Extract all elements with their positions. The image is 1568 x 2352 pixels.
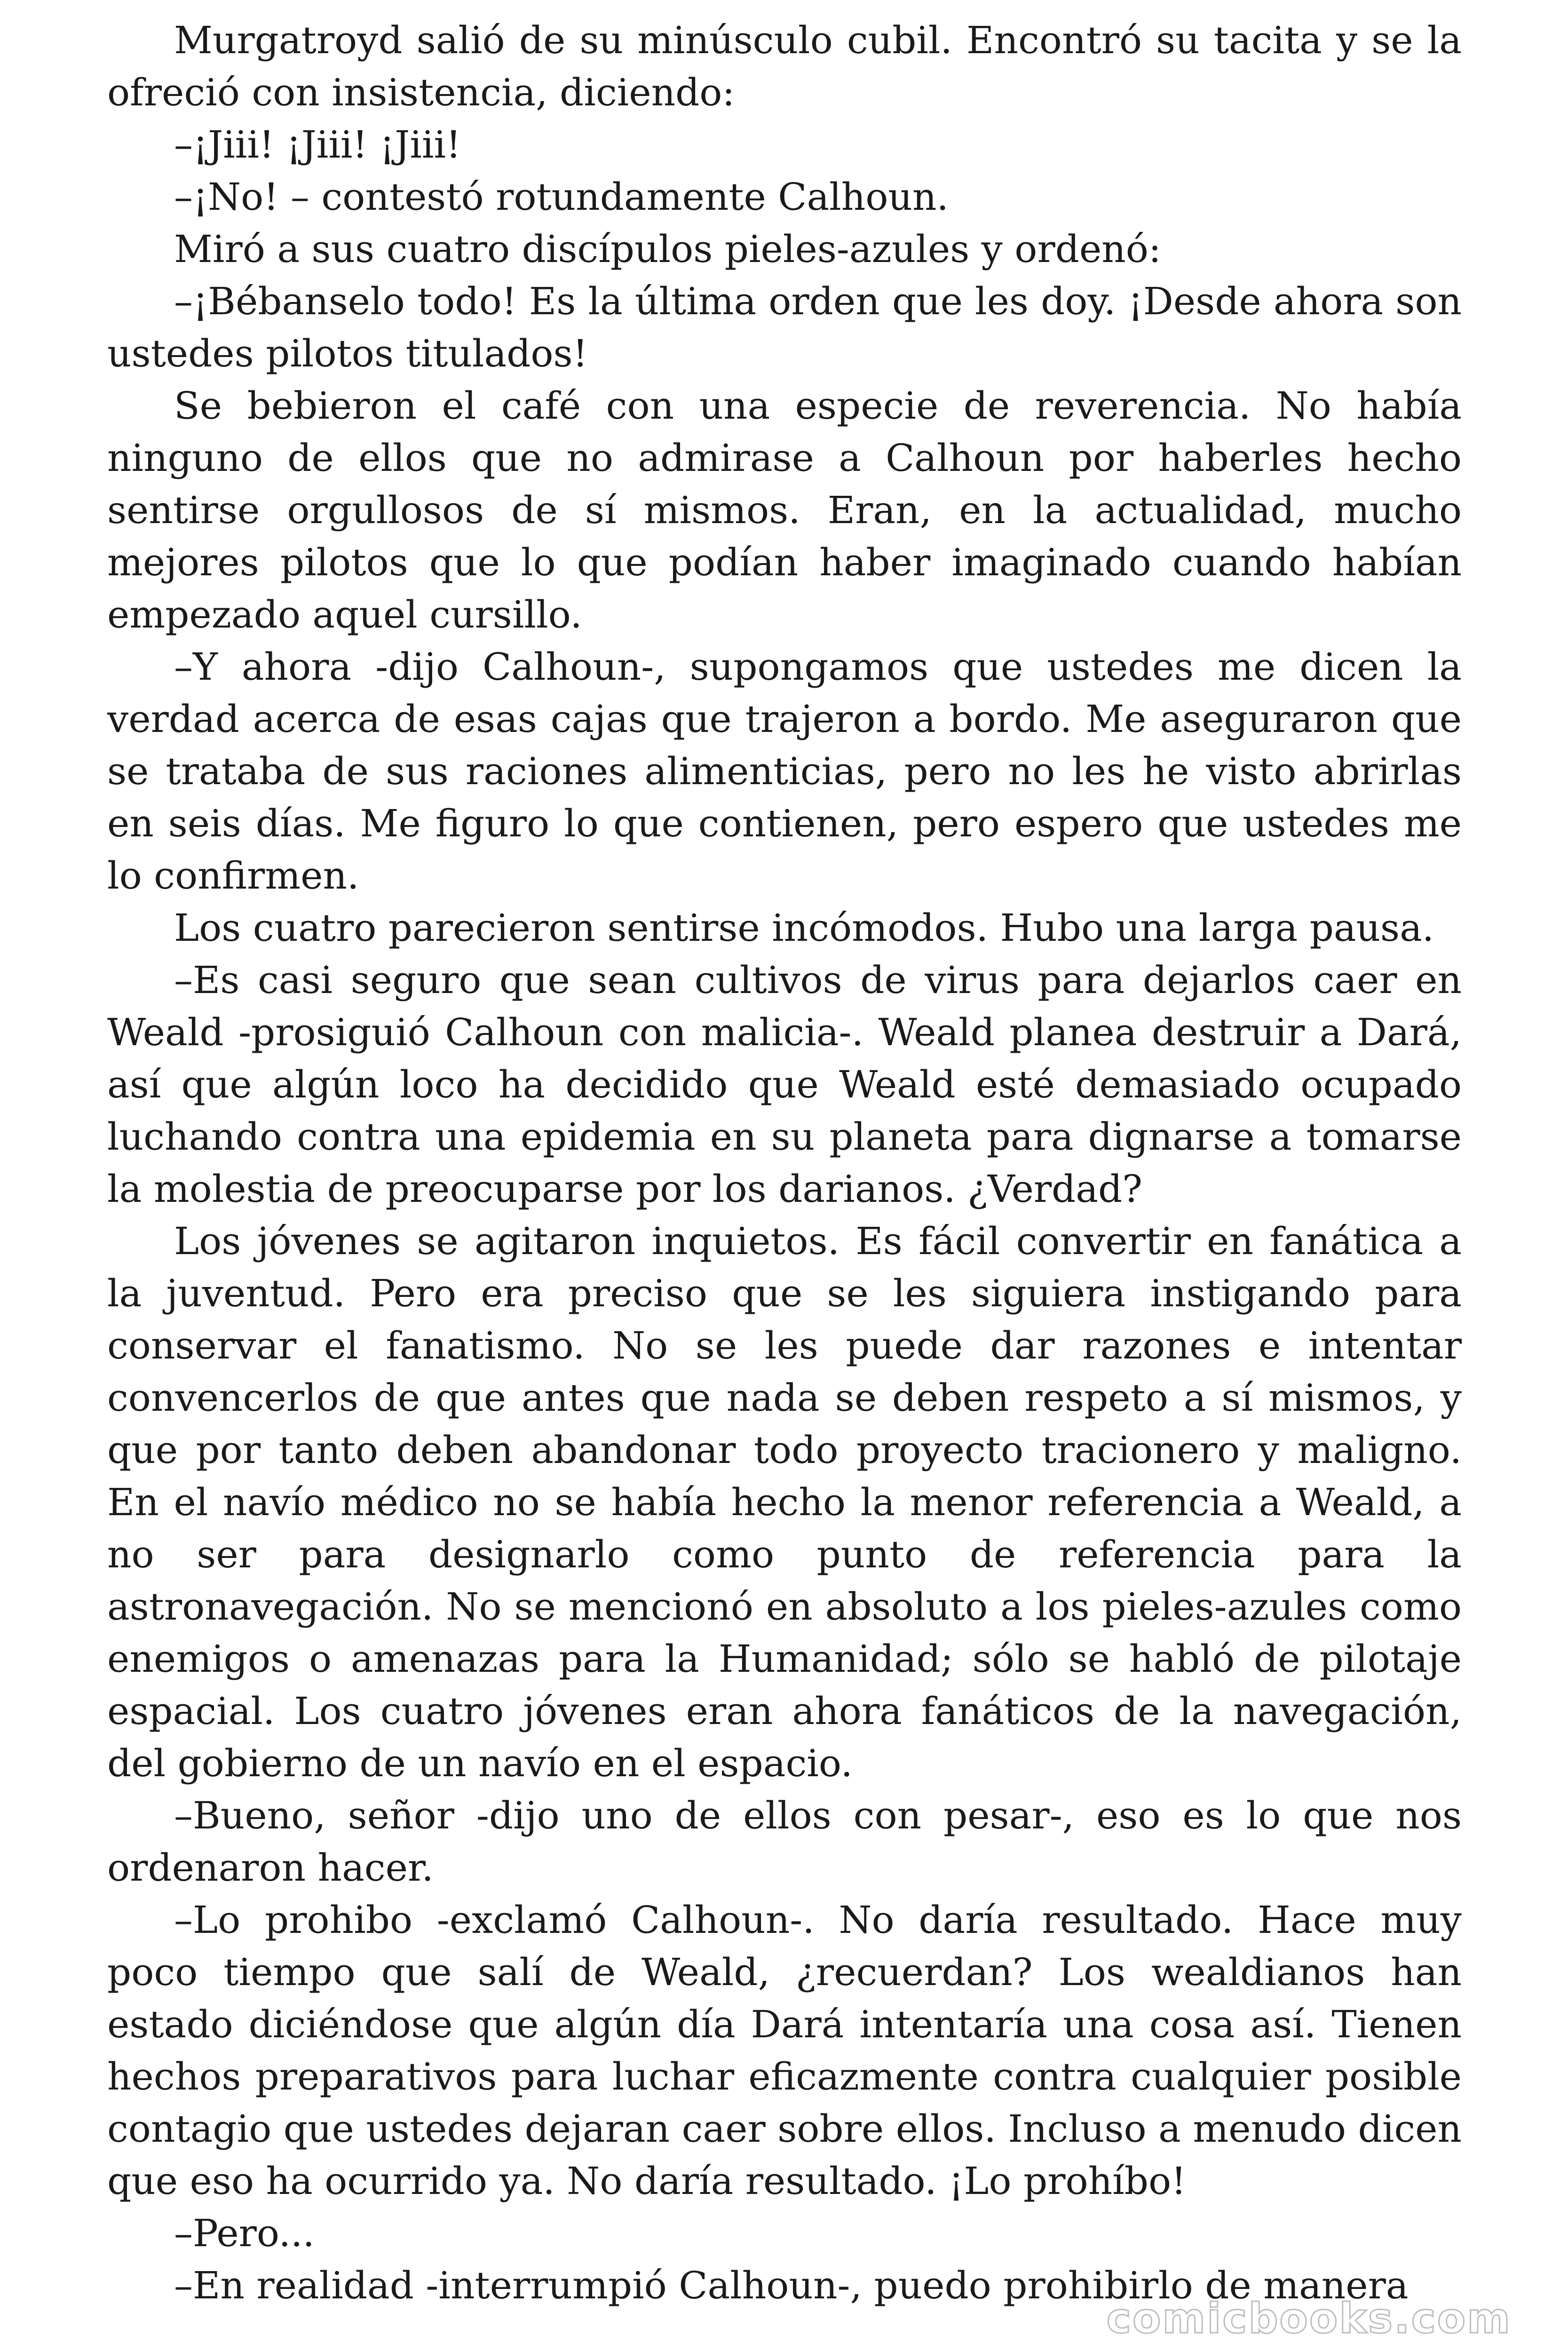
paragraph: Los cuatro parecieron sentirse incómodos. Hubo una larga pausa. [174, 906, 1434, 950]
watermark: comicbooks.com [1106, 2294, 1512, 2343]
body-text [107, 14, 1462, 2312]
paragraph: Miró a sus cuatro discípulos pieles-azules y ordenó: [174, 227, 1161, 271]
paragraph: –¡Bébanselo todo! Es la última orden que les doy. ¡Desde ahora son ustedes pilotos titulados! [107, 279, 1462, 375]
paragraph: Se bebieron el café con una especie de reverencia. No había ninguno de ellos que no admirase a Calhoun por haberles hecho sentirse orgullosos de sí mismos. Eran, en la actualidad, mucho mejores pilotos que lo que podían haber imaginado cuando habían empezado aquel cursillo. [107, 384, 1462, 636]
paragraph: –¡No! – contestó rotundamente Calhoun. [174, 175, 949, 219]
paragraph: –Es casi seguro que sean cultivos de virus para dejarlos caer en Weald -prosiguió Calhoun con malicia-. Weald planea destruir a Dará, así que algún loco ha decidido que Weald esté demasiado ocupado luchando contra una epidemia en su planeta para dignarse a tomarse la molestia de preocuparse por los darianos. ¿Verdad? [107, 958, 1462, 1211]
paragraph: Los jóvenes se agitaron inquietos. Es fácil convertir en fanática a la juventud. Pero era preciso que se les siguiera instigando para conservar el fanatismo. No se les puede dar razones e intentar convencerlos de que antes que nada se deben respeto a sí mismos, y que por tanto deben abandonar todo proyecto tracionero y maligno. En el navío médico no se había hecho la menor referencia a Weald, a no ser para designarlo como punto de referencia para la astronavegación. No se mencionó en absoluto a los pieles-azules como enemigos o amenazas para la Humanidad; sólo se habló de pilotaje espacial. Los cuatro jóvenes eran ahora fanáticos de la navegación, del gobierno de un navío en el espacio. [107, 1219, 1462, 1785]
paragraph: –En realidad -interrumpió Calhoun-, puedo prohibirlo de manera [174, 2264, 1409, 2307]
paragraph: –Bueno, señor -dijo uno de ellos con pesar-, eso es lo que nos ordenaron hacer. [107, 1794, 1462, 1890]
paragraph: –Lo prohibo -exclamó Calhoun-. No daría resultado. Hace muy poco tiempo que salí de Weald, ¿recuerdan? Los wealdianos han estado diciéndose que algún día Dará intentaría una cosa así. Tienen hechos preparativos para luchar eficazmente contra cualquier posible contagio que ustedes dejaran caer sobre ellos. Incluso a menudo dicen que eso ha ocurrido ya. No daría resultado. ¡Lo prohíbo! [107, 1898, 1462, 2203]
paragraph: –Pero... [174, 2211, 315, 2255]
paragraph: –¡Jiii! ¡Jiii! ¡Jiii! [174, 123, 461, 167]
paragraph: –Y ahora -dijo Calhoun-, supongamos que ustedes me dicen la verdad acerca de esas cajas que trajeron a bordo. Me aseguraron que se trataba de sus raciones alimenticias, pero no les he visto abrirlas en seis días. Me figuro lo que contienen, pero espero que ustedes me lo confirmen. [107, 645, 1462, 898]
paragraph: Murgatroyd salió de su minúsculo cubil. Encontró su tacita y se la ofreció con insistencia, diciendo: [107, 18, 1462, 114]
